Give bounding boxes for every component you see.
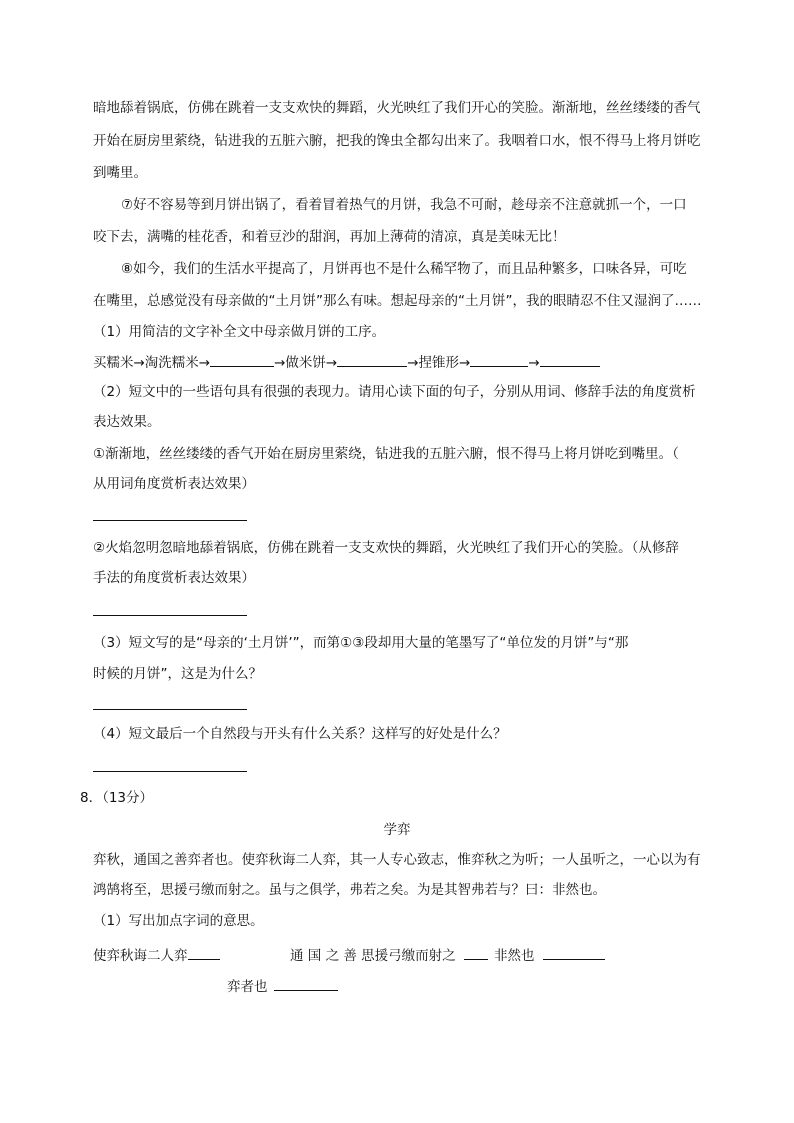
q8-1-item2 [290, 945, 488, 966]
answer-blank-2[interactable] [337, 352, 407, 367]
answer-blank-item1[interactable] [188, 945, 220, 960]
q7-2-prompt-line2: 表达效果。 [93, 414, 161, 430]
process-step4: → [528, 355, 540, 371]
q7-3-prompt-line2: 时候的月饼”，这是为什么？ [93, 666, 262, 682]
q8-title: 学弈 [383, 822, 411, 838]
q7-2-sentence2-line1: ②火焰忽明忽暗地舔着锅底，仿佛在跳着一支支欢快的舞蹈，火光映红了我们开心的笑脸。（从修辞 [93, 540, 679, 556]
passage-p6-line3: 到嘴里。 [93, 165, 147, 181]
passage-p7-line2: 咬下去，满嘴的桂花香，和着豆沙的甜润，再加上薄荷的清凉，真是美味无比！ [93, 229, 566, 245]
item1-text: 使弈秋诲二人弈 [93, 948, 188, 964]
q7-3-prompt-line1: （3）短文写的是“母亲的‘土月饼’”，而第①③段却用大量的笔墨写了“单位发的月饼”与“那 [93, 635, 629, 651]
passage-p8-line1: ⑧如今，我们的生活水平提高了，月饼再也不是什么稀罕物了，而且品种繁多，口味各异，可吃 [121, 261, 687, 277]
item2-text: 通 国 之 善 思援弓缴而射之 [290, 948, 456, 964]
passage-p8-line2: 在嘴里，总感觉没有母亲做的“土月饼”那么有味。想起母亲的“土月饼”，我的眼睛忍不住又湿润了…… [93, 293, 702, 309]
q7-2-sentence1-line1: ①渐渐地，丝丝缕缕的香气开始在厨房里萦绕，钻进我的五脏六腑，恨不得马上将月饼吃到嘴里。（ [93, 446, 679, 462]
q7-1-prompt: （1）用简洁的文字补全文中母亲做月饼的工序。 [93, 324, 386, 340]
answer-blank-item3[interactable] [543, 945, 605, 960]
q8-text-line1: 弈秋，通国之善弈者也。使弈秋诲二人弈，其一人专心致志，惟弈秋之为听；一人虽听之，一心以为有 [93, 852, 701, 868]
q8-1-item4 [227, 976, 338, 997]
answer-line-2[interactable] [93, 615, 247, 616]
process-step1: 买糯米→淘洗糯米→ [93, 355, 211, 371]
item4-text: 弈者也 [227, 979, 268, 995]
answer-blank-3[interactable] [470, 352, 528, 367]
q7-4-prompt: （4）短文最后一个自然段与开头有什么关系？这样写的好处是什么？ [93, 726, 507, 742]
q8-1-item3 [494, 945, 605, 966]
q7-2-prompt-line1: （2）短文中的一些语句具有很强的表现力。请用心读下面的句子，分别从用词、修辞手法的角度赏析 [93, 384, 696, 400]
passage-p6-line1: 暗地舔着锅底，仿佛在跳着一支支欢快的舞蹈，火光映红了我们开心的笑脸。渐渐地，丝丝缕缕的香气 [93, 100, 701, 116]
q7-1-process [93, 352, 600, 373]
q8-1-prompt: （1）写出加点字词的意思。 [93, 913, 264, 929]
q8-number: 8．（13分） [80, 790, 154, 806]
q7-2-sentence2-line2: 手法的角度赏析表达效果） [93, 570, 255, 586]
process-step3: →捏锥形→ [407, 355, 471, 371]
answer-blank-1[interactable] [210, 352, 274, 367]
answer-blank-item4[interactable] [274, 976, 338, 991]
answer-blank-item2[interactable] [464, 945, 488, 960]
answer-line-4[interactable] [93, 771, 247, 772]
passage-p7-line1: ⑦好不容易等到月饼出锅了，看着冒着热气的月饼，我急不可耐，趁母亲不注意就抓一个，一口 [121, 197, 687, 213]
q7-2-sentence1-line2: 从用词角度赏析表达效果） [93, 476, 255, 492]
answer-blank-4[interactable] [540, 352, 600, 367]
q8-text-line2: 鸿鹄将至，思援弓缴而射之。虽与之俱学，弗若之矣。为是其智弗若与？曰：非然也。 [93, 882, 606, 898]
answer-line-1[interactable] [93, 520, 247, 521]
q8-1-item1 [93, 945, 220, 966]
process-step2: →做米饼→ [274, 355, 338, 371]
item3-text: 非然也 [494, 948, 535, 964]
passage-p6-line2: 开始在厨房里萦绕，钻进我的五脏六腑，把我的馋虫全都勾出来了。我咽着口水，恨不得马上将月饼吃 [93, 133, 701, 149]
answer-line-3[interactable] [93, 709, 247, 710]
